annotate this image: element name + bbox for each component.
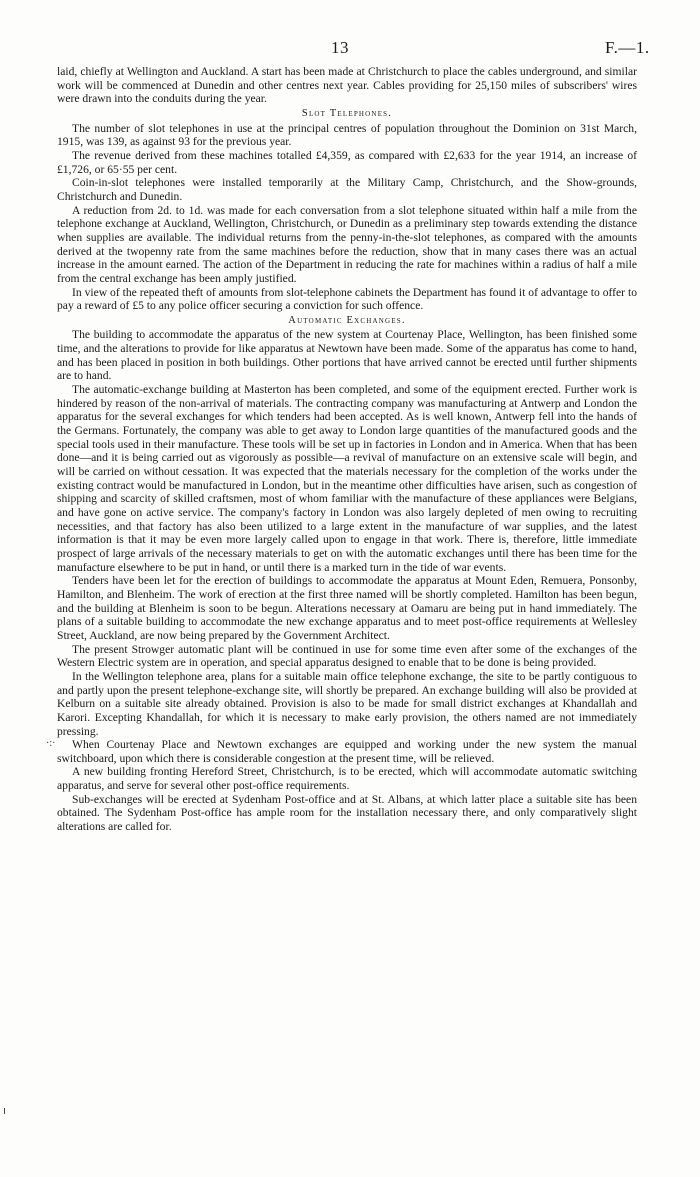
paragraph: A reduction from 2d. to 1d. was made for each conversation from a slot telephone situated within half a mile from the telephone exchange at Auckland, Wellington, Christchurch, or Dunedin as a preliminary step towards extending the distance when supplies are available. The individual returns from the penny-in-the-slot telephones, as compared with the amounts derived at the twopenny rate from the same machines before the reduction, show that in many cases there was an actual increase in the amount earned. The action of the Department in reducing the rate for machines within a radius of half a mile from the central exchange has been amply justified.: [57, 203, 637, 285]
stray-mark: [4, 1108, 5, 1114]
paragraph: A new building fronting Hereford Street, Christchurch, is to be erected, which will accommodate automatic switching apparatus, and serve for several other post-office requirements.: [57, 765, 637, 793]
paragraph-intro: laid, chiefly at Wellington and Auckland. A start has been made at Christchurch to place the cables underground, and similar work will be commenced at Dunedin and other centres next year. Cables providing for 25,150 miles of subscribers' wires were drawn into the conduits during the year.: [57, 65, 637, 106]
paragraph: In view of the repeated theft of amounts from slot-telephone cabinets the Department has found it of advantage to offer to pay a reward of £5 to any police officer securing a conviction for such offence.: [57, 285, 637, 313]
margin-asterism-icon: ·:·: [46, 738, 56, 749]
body-text: [57, 65, 637, 834]
paragraph: The revenue derived from these machines totalled £4,359, as compared with £2,633 for the year 1914, an increase of £1,726, or 65·55 per cent.: [57, 148, 637, 176]
paragraph: The automatic-exchange building at Masterton has been completed, and some of the equipment erected. Further work is hindered by reason of the non-arrival of materials. The contracting company was manufacturing at Antwerp and London the apparatus for the several exchanges for which tenders had been accepted. As is well known, Antwerp fell into the hands of the Germans. Fortunately, the company was able to get away to London large quantities of the manufactured goods and the special tools used in their manufacture. These tools will be set up in factories in London and in America. When that has been done—and it is being carried out as vigorously as possible—a revival of manufacture on an extensive scale will begin, and will be carried on without cessation. It was expected that the materials necessary for the completion of the works under the existing contract would be manufactured in London, but in the meantime other difficulties have arisen, such as congestion of shipping and scarcity of skilled craftsmen, most of whom familiar with the manufacture of these appliances were Belgians, and have gone on active service. The company's factory in London was also largely depleted of men owing to recruiting necessities, and that factory has also been utilized to a large extent in the manufacture of war supplies, and the latest information is that it may be even more largely called upon to engage in that work. There is, therefore, little immediate prospect of large arrivals of the necessary materials to get on with the automatic exchanges until there has been time for the manufacture elsewhere to be put in hand, or until there is a marked turn in the tide of war events.: [57, 383, 637, 574]
paragraph: Coin-in-slot telephones were installed temporarily at the Military Camp, Christchurch, and the Show-grounds, Christchurch and Dunedin.: [57, 176, 637, 203]
paragraph: Sub-exchanges will be erected at Sydenham Post-office and at St. Albans, at which latter place a suitable site has been obtained. The Sydenham Post-office has ample room for the installation necessary there, and only comparatively slight alterations are called for.: [57, 792, 637, 834]
paragraph: In the Wellington telephone area, plans for a suitable main office telephone exchange, the site to be partly contiguous to and partly upon the present telephone-exchange site, will shortly be prepared. An exchange building will also be provided at Kelburn on a suitable site already obtained. Provision is also to be made for small district exchanges at Khandallah and Karori. Excepting Khandallah, for which it is necessary to make early provision, the others named are not immediately pressing.: [57, 669, 637, 738]
section-heading-slot-telephones: Slot Telephones.: [301, 107, 393, 119]
paragraph: The building to accommodate the apparatus of the new system at Courtenay Place, Wellington, has been finished some time, and the alterations to provide for like apparatus at Newtown have been made. Some of the apparatus has come to hand, and has been placed in position in both buildings. Other portions that have arrived cannot be erected until further shipments are to hand.: [57, 328, 637, 383]
section-heading-automatic-exchanges: Automatic Exchanges.: [288, 314, 406, 326]
paragraph: Tenders have been let for the erection of buildings to accommodate the apparatus at Mount Eden, Remuera, Ponsonby, Hamilton, and Blenheim. The work of erection at the first three named will be shortly completed. Hamilton has been begun, and the building at Blenheim is soon to be begun. Alterations necessary at Oamaru are being put in hand immediately. The plans of a suitable building to accommodate the new exchange apparatus and to meet post-office requirements at Wellesley Street, Auckland, are now being prepared by the Government Architect.: [57, 574, 637, 642]
paragraph: The present Strowger automatic plant will be continued in use for some time even after some of the exchanges of the Western Electric system are in operation, and special apparatus designed to enable that to be done is being provided.: [57, 642, 637, 670]
document-reference: F.—1.: [605, 38, 650, 57]
paragraph: The number of slot telephones in use at the principal centres of population throughout the Dominion on 31st March, 1915, was 139, as against 93 for the previous year.: [57, 121, 637, 149]
page-number: 13: [331, 38, 349, 57]
paragraph: When Courtenay Place and Newtown exchanges are equipped and working under the new system the manual switchboard, upon which there is considerable congestion at the present time, will be relieved.: [57, 738, 637, 765]
